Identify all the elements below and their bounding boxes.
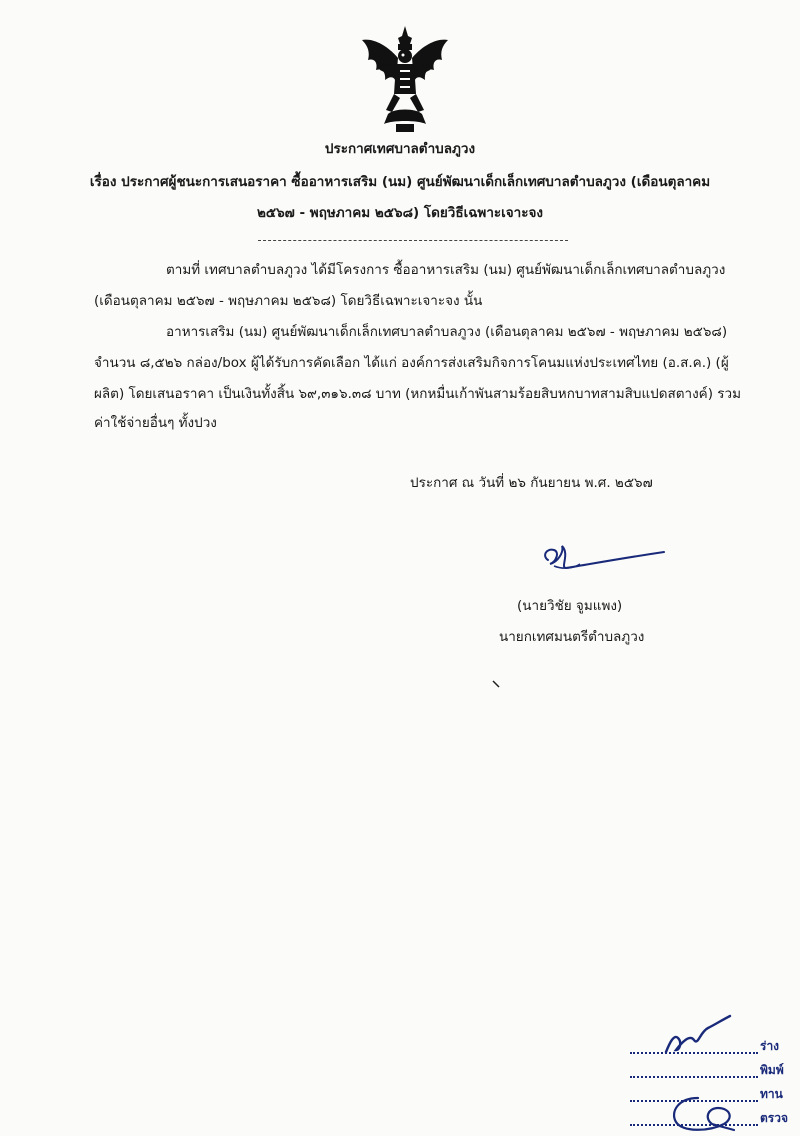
stray-mark-icon (492, 680, 500, 688)
paragraph-2-line-2: จำนวน ๘,๕๒๖ กล่อง/box ผู้ได้รับการคัดเลือก ได้แก่ องค์การส่งเสริมกิจการโคนมแห่งประเทศไทย (อ.ส.ค.) (ผู้ (94, 355, 729, 371)
stamp-row-print (630, 1060, 800, 1082)
document-title: ประกาศเทศบาลตำบลภูวง (324, 141, 476, 157)
signature-icon (540, 538, 670, 578)
signatory-name: (นายวิชัย จูมแพง) (517, 598, 623, 614)
stamp-dotted-line (630, 1052, 758, 1054)
stamp-label-draft: ร่าง (760, 1039, 780, 1053)
subject-line-1: เรื่อง ประกาศผู้ชนะการเสนอราคา ซื้ออาหารเสริม (นม) ศูนย์พัฒนาเด็กเล็กเทศบาลตำบลภูวง (เดือนตุลาคม (89, 174, 711, 190)
subject-line-2: ๒๕๖๗ - พฤษภาคม ๒๕๖๘) โดยวิธีเฉพาะเจาะจง (256, 205, 544, 221)
paragraph-1-line-2: (เดือนตุลาคม ๒๕๖๗ - พฤษภาคม ๒๕๖๘) โดยวิธีเฉพาะเจาะจง นั้น (94, 293, 483, 309)
stamp-row-draft (630, 1036, 800, 1058)
paragraph-2-line-4: ค่าใช้จ่ายอื่นๆ ทั้งปวง (94, 415, 217, 431)
stamp-label-proofread: ทาน (760, 1087, 783, 1101)
paragraph-1-line-1: ตามที่ เทศบาลตำบลภูวง ได้มีโครงการ ซื้ออาหารเสริม (นม) ศูนย์พัฒนาเด็กเล็กเทศบาลตำบลภูวง (166, 262, 726, 278)
paragraph-2-line-3: ผลิต) โดยเสนอราคา เป็นเงินทั้งสิ้น ๖๙,๓๑๖.๓๘ บาท (หกหมื่นเก้าพันสามร้อยสิบหกบาทสามสิบแปดสตางค์) รวม (94, 386, 741, 402)
signatory-position: นายกเทศมนตรีตำบลภูวง (499, 629, 645, 645)
garuda-emblem-icon (358, 24, 452, 134)
dashed-divider (258, 240, 568, 241)
stamp-label-check: ตรวจ (760, 1111, 789, 1125)
check-initial-scribble-icon (668, 1094, 738, 1134)
stamp-label-print: พิมพ์ (760, 1063, 784, 1077)
announce-date: ประกาศ ณ วันที่ ๒๖ กันยายน พ.ศ. ๒๕๖๗ (410, 475, 653, 491)
stamp-dotted-line (630, 1076, 758, 1078)
paragraph-2-line-1: อาหารเสริม (นม) ศูนย์พัฒนาเด็กเล็กเทศบาลตำบลภูวง (เดือนตุลาคม ๒๕๖๗ - พฤษภาคม ๒๕๖๘) (166, 324, 728, 340)
